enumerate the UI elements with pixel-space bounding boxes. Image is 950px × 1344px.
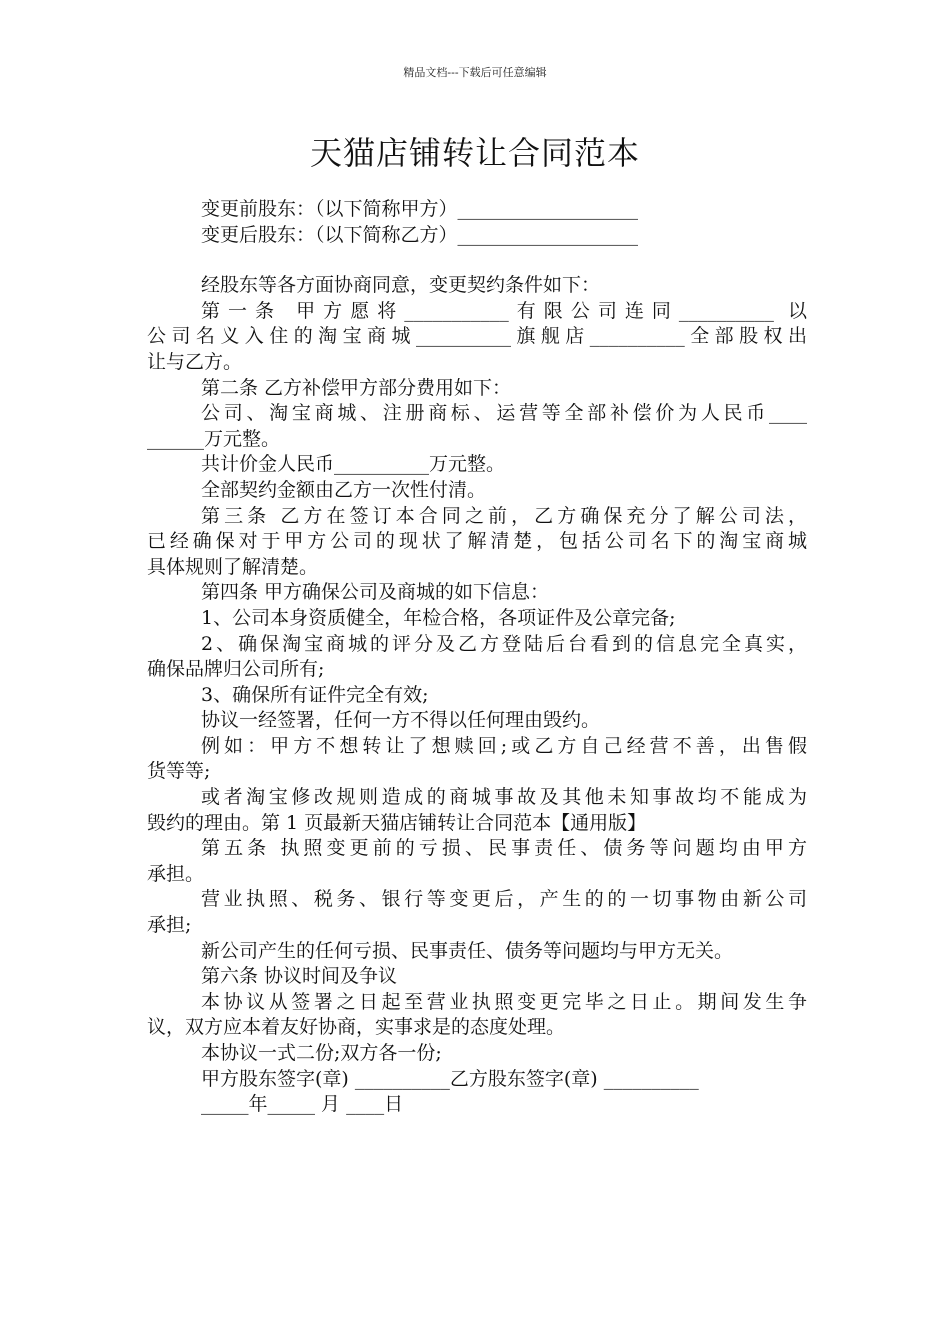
article-6-heading: 第六条 协议时间及争议 — [201, 965, 398, 988]
rule-change-line-2: 毁约的理由。第 1 页最新天猫店铺转让合同范本【通用版】 — [147, 811, 647, 834]
article-1-line-3: 让与乙方。 — [147, 350, 243, 373]
contract-body — [147, 197, 807, 1118]
article-4-heading: 第四条 甲方确保公司及商城的如下信息： — [201, 581, 550, 604]
article-3-line-2: 已经确保对于甲方公司的现状了解清楚，包括公司名下的淘宝商城 — [147, 530, 807, 553]
article-5-line-3: 营业执照、税务、银行等变更后，产生的的一切事物由新公司 — [201, 888, 807, 911]
article-6-line-2: 议，双方应本着友好协商，实事求是的态度处理。 — [147, 1016, 566, 1039]
article-2-line-3: 共计价金人民币__________万元整。 — [201, 453, 506, 476]
article-4-item-1: 1、公司本身资质健全，年检合格，各项证件及公章完备; — [201, 606, 676, 629]
article-2-heading: 第二条 乙方补偿甲方部分费用如下： — [201, 376, 512, 399]
article-5-line-4: 承担; — [147, 914, 192, 937]
party-a-line: 变更前股东：（以下简称甲方）___________________ — [201, 198, 639, 220]
article-1-line-1: 第一条 甲方愿将___________有限公司连同__________ 以 — [201, 299, 807, 322]
intro-line: 经股东等各方面协商同意，变更契约条件如下： — [201, 274, 601, 297]
article-3-line-3: 具体规则了解清楚。 — [147, 555, 319, 578]
article-6-line-1: 本协议从签署之日起至营业执照变更完毕之日止。期间发生争 — [201, 990, 807, 1013]
no-breach-line: 协议一经签署，任何一方不得以任何理由毁约。 — [201, 709, 601, 732]
article-2-line-1: 公司、淘宝商城、注册商标、运营等全部补偿价为人民币____ — [201, 402, 807, 425]
article-2-line-4: 全部契约金额由乙方一次性付清。 — [201, 478, 487, 501]
article-1-line-2: 公司名义入住的淘宝商城__________旗舰店__________全部股权出 — [147, 325, 807, 348]
article-4-item-2-line-2: 确保品牌归公司所有; — [147, 658, 325, 681]
party-b-line: 变更后股东：（以下简称乙方）___________________ — [201, 223, 639, 246]
article-3-line-1: 第三条 乙方在签订本合同之前，乙方确保充分了解公司法， — [201, 504, 807, 527]
article-5-line-2: 承担。 — [147, 862, 205, 885]
copies-line: 本协议一式二份;双方各一份; — [201, 1042, 442, 1064]
signature-line: 甲方股东签字(章) __________乙方股东签字(章) __________ — [201, 1067, 699, 1090]
example-line-2: 货等等; — [147, 760, 211, 783]
document-title: 天猫店铺转让合同范本 — [309, 134, 640, 172]
article-4-item-3: 3、确保所有证件完全有效; — [201, 683, 429, 706]
header-note: 精品文档---下载后可任意编辑 — [403, 66, 547, 79]
article-2-line-2: ______万元整。 — [147, 427, 281, 450]
article-4-item-2-line-1: 2、确保淘宝商城的评分及乙方登陆后台看到的信息完全真实， — [201, 632, 807, 655]
example-line-1: 例如：甲方不想转让了想赎回;或乙方自己经营不善，出售假 — [201, 734, 807, 757]
article-5-line-5: 新公司产生的任何亏损、民事责任、债务等问题均与甲方无关。 — [201, 939, 734, 962]
article-5-line-1: 第五条 执照变更前的亏损、民事责任、债务等问题均由甲方 — [201, 837, 807, 860]
date-line: _____年_____ 月 ____日 — [201, 1093, 404, 1116]
rule-change-line-1: 或者淘宝修改规则造成的商城事故及其他未知事故均不能成为 — [201, 786, 807, 809]
